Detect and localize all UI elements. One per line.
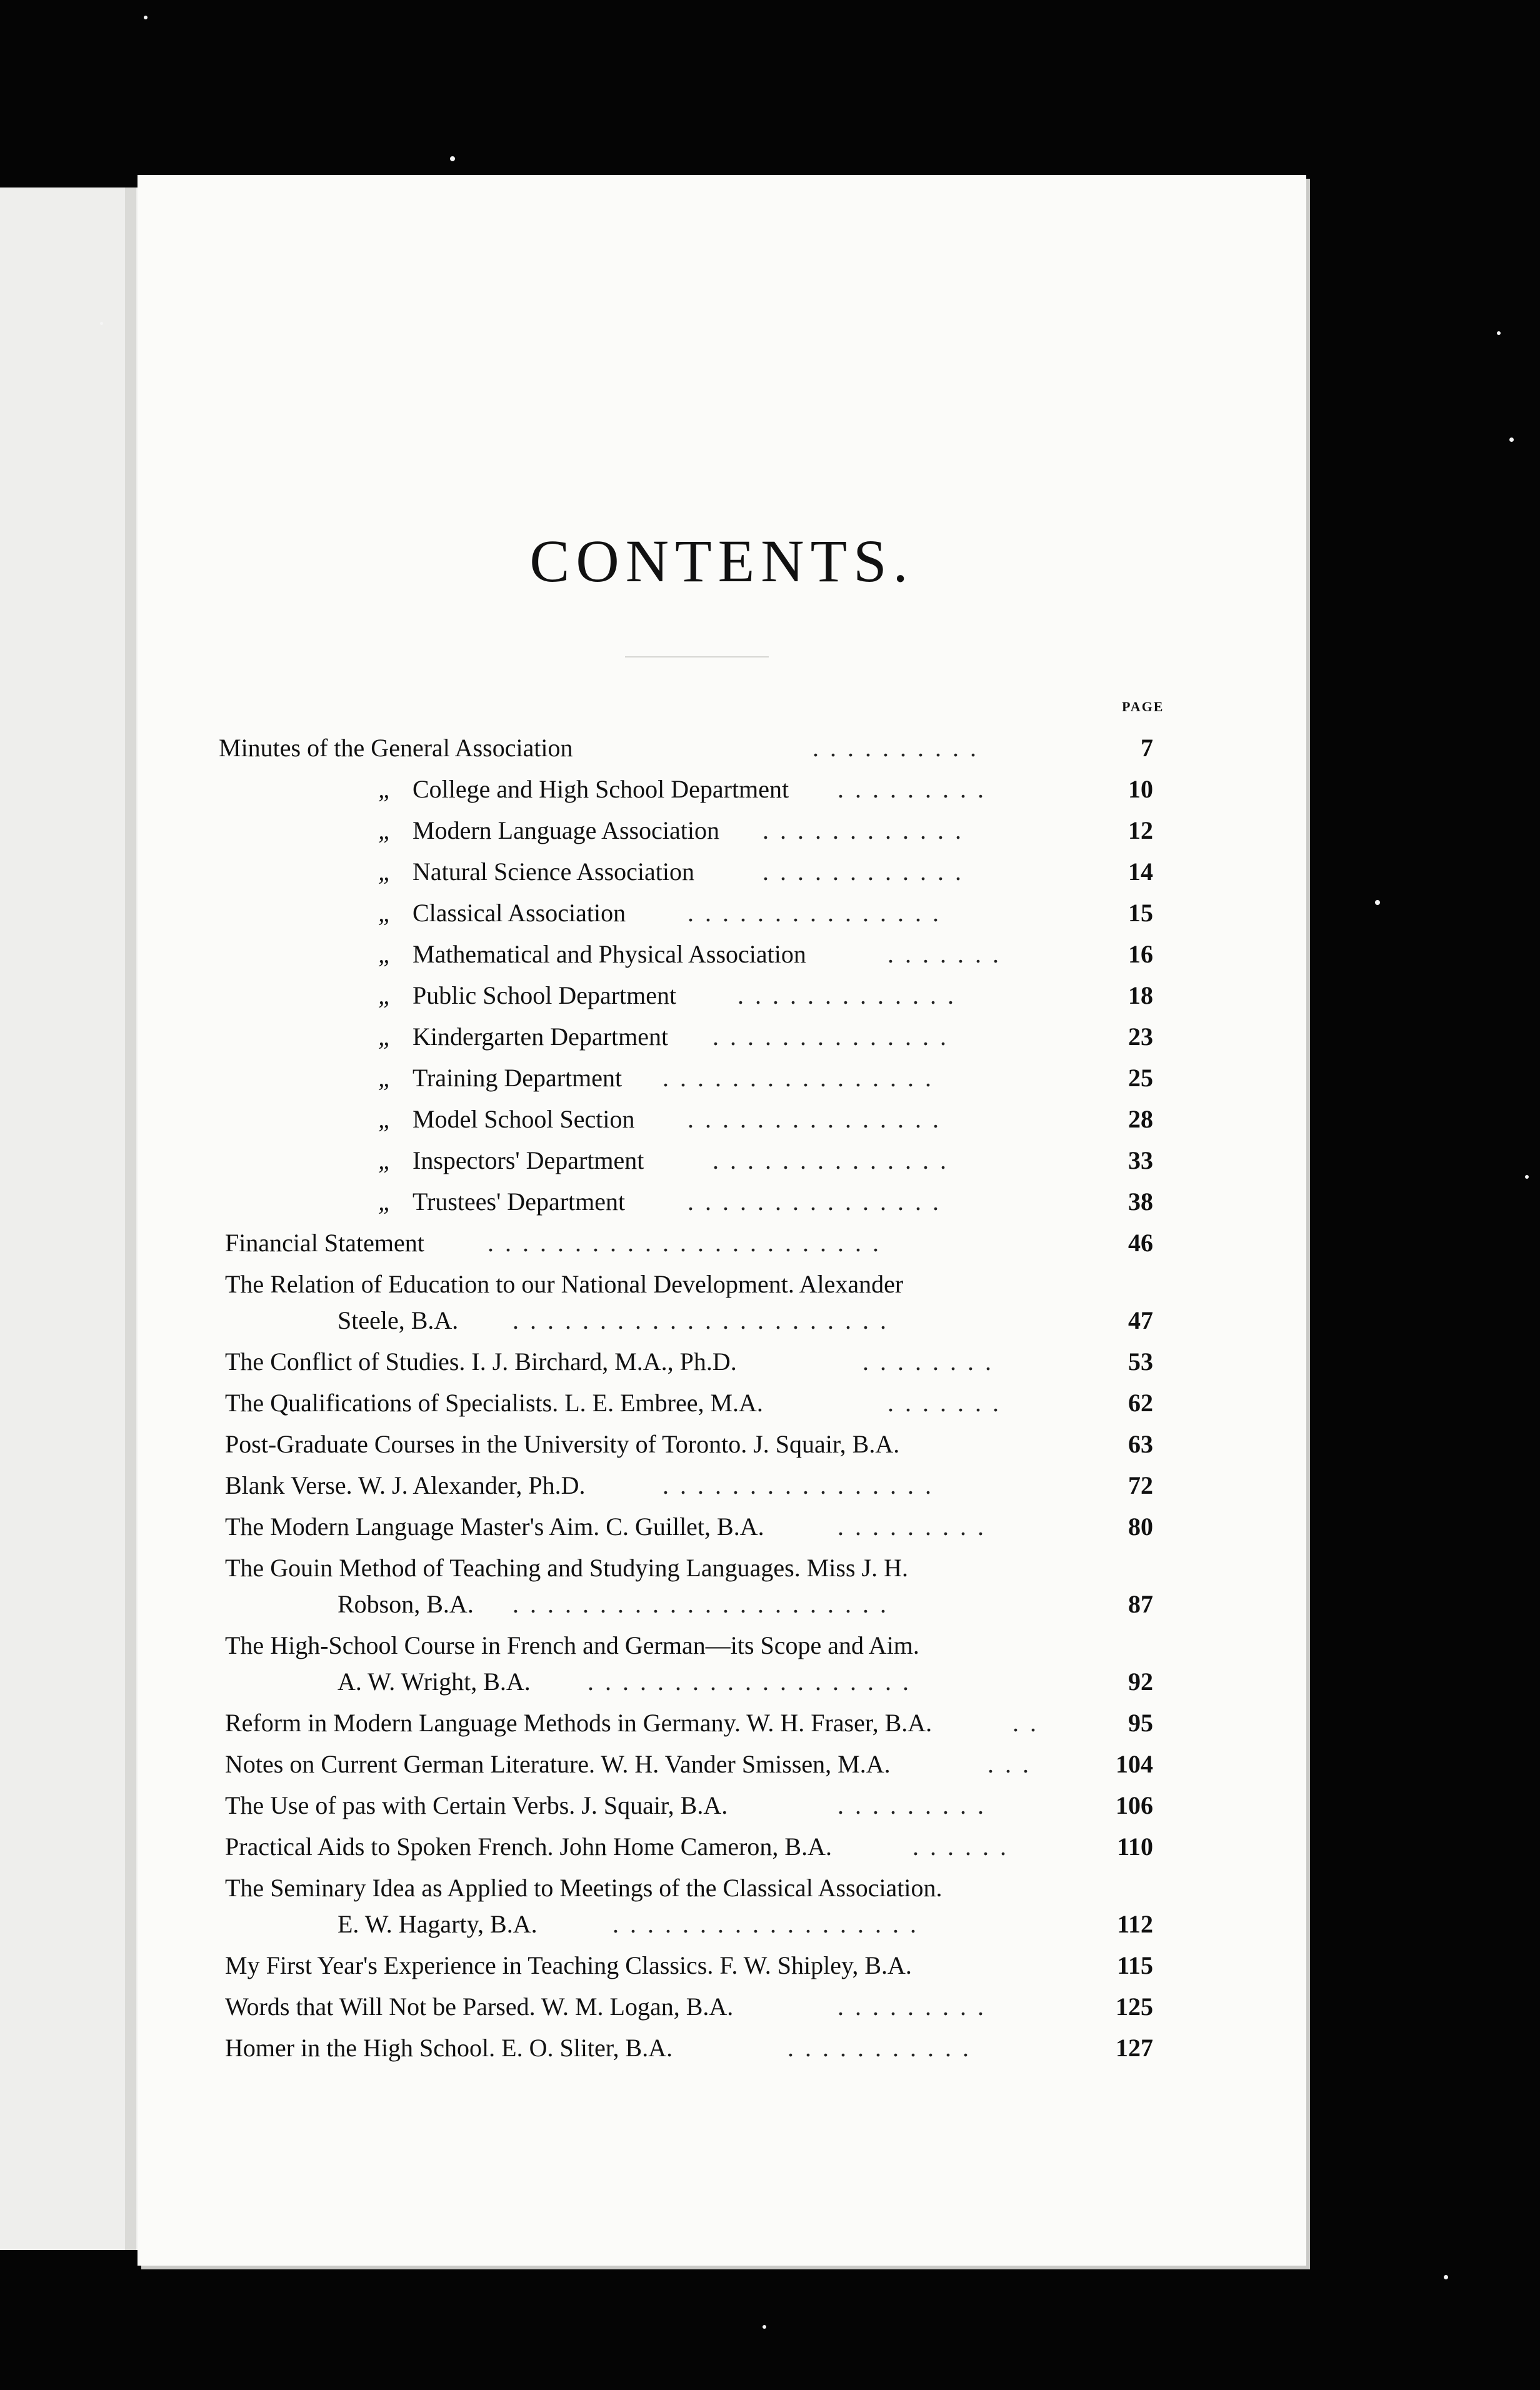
page-number: 15 <box>1128 899 1153 927</box>
page-number: 46 <box>1128 1229 1153 1257</box>
leader-dots: ......... <box>838 1791 995 1819</box>
entry-title: Model School Section <box>412 1105 635 1133</box>
leader-dots: ...................... <box>512 1590 898 1618</box>
dust-speck <box>1444 2275 1448 2279</box>
entry-title: Post-Graduate Courses in the University of Toronto. J. Squair, B.A. <box>225 1430 900 1458</box>
entry-title: Trustees' Department <box>412 1188 626 1216</box>
leader-dots: ............... <box>688 1188 950 1216</box>
leader-dots: ... <box>988 1750 1040 1778</box>
dust-speck <box>100 322 103 325</box>
entry-title: The Relation of Education to our National Development. Alexander <box>225 1270 904 1298</box>
leader-dots: .......... <box>812 734 988 762</box>
ditto-mark: „ <box>378 1022 392 1051</box>
leader-dots: ............ <box>762 816 972 844</box>
page-number: 72 <box>1128 1471 1153 1499</box>
page-number: 92 <box>1128 1668 1153 1696</box>
entry-title: College and High School Department <box>412 775 789 803</box>
leader-dots: ............... <box>688 899 950 927</box>
ditto-mark: „ <box>378 899 392 927</box>
leader-dots: ............ <box>762 858 972 886</box>
entry-title: Public School Department <box>412 981 677 1009</box>
dust-speck <box>1375 900 1380 905</box>
page-number: 16 <box>1128 940 1153 968</box>
entry-title: Financial Statement <box>225 1229 424 1257</box>
leader-dots: ................ <box>662 1064 942 1092</box>
entry-title: My First Year's Experience in Teaching Classics. F. W. Shipley, B.A. <box>225 1951 912 1979</box>
dust-speck <box>1497 331 1501 335</box>
page-number: 18 <box>1128 981 1153 1009</box>
leader-dots: .............. <box>712 1146 958 1174</box>
leader-dots: ........... <box>788 2034 980 2062</box>
entry-continuation: A. W. Wright, B.A. <box>338 1668 531 1696</box>
page-number: 38 <box>1128 1188 1153 1216</box>
page-number: 7 <box>1141 734 1153 762</box>
leader-dots: ......... <box>838 1992 995 2021</box>
entry-title: Natural Science Association <box>412 858 694 886</box>
entry-title: The Use of pas with Certain Verbs. J. Squair, B.A. <box>225 1791 728 1819</box>
entry-title: The High-School Course in French and German—its Scope and Aim. <box>225 1631 919 1659</box>
entry-title: The Gouin Method of Teaching and Studying Languages. Miss J. H. <box>225 1554 908 1582</box>
entry-title: The Modern Language Master's Aim. C. Guillet, B.A. <box>225 1512 764 1541</box>
entry-continuation: E. W. Hagarty, B.A. <box>338 1910 538 1938</box>
entry-title: Notes on Current German Literature. W. H. Vander Smissen, M.A. <box>225 1750 891 1778</box>
entry-title: Blank Verse. W. J. Alexander, Ph.D. <box>225 1471 586 1499</box>
page-number: 115 <box>1117 1951 1153 1979</box>
leader-dots: .............. <box>712 1022 958 1051</box>
entry-title: Homer in the High School. E. O. Sliter, B.A. <box>225 2034 673 2062</box>
ditto-mark: „ <box>378 1188 392 1216</box>
leader-dots: .. <box>1012 1709 1048 1737</box>
leader-dots: ...... <box>912 1832 1018 1861</box>
ditto-mark: „ <box>378 1105 392 1133</box>
ditto-mark: „ <box>378 775 392 803</box>
entry-title: Classical Association <box>412 899 626 927</box>
contents-page <box>138 175 1306 2266</box>
entry-title: The Conflict of Studies. I. J. Birchard, M.A., Ph.D. <box>225 1348 737 1376</box>
ditto-mark: „ <box>378 816 392 844</box>
page-title: CONTENTS. <box>529 528 914 594</box>
leader-dots: ................... <box>588 1668 920 1696</box>
page-number: 63 <box>1128 1430 1153 1458</box>
dust-speck <box>144 16 148 19</box>
leader-dots: ......... <box>838 1512 995 1541</box>
entry-title: Modern Language Association <box>412 816 719 844</box>
page-number: 10 <box>1128 775 1153 803</box>
page-number: 112 <box>1117 1910 1153 1938</box>
leader-dots: ....... <box>888 1389 1010 1417</box>
leader-dots: ......... <box>838 775 995 803</box>
entry-continuation: Robson, B.A. <box>338 1590 474 1618</box>
ditto-mark: „ <box>378 1064 392 1092</box>
leader-dots: ....................... <box>488 1229 890 1257</box>
page-column-label: PAGE <box>1122 699 1164 714</box>
leader-dots: ............. <box>738 981 965 1009</box>
page-number: 87 <box>1128 1590 1153 1618</box>
page-number: 25 <box>1128 1064 1153 1092</box>
page-number: 62 <box>1128 1389 1153 1417</box>
page-number: 14 <box>1128 858 1153 886</box>
page-number: 28 <box>1128 1105 1153 1133</box>
leader-dots: ................ <box>662 1471 942 1499</box>
entry-title: Inspectors' Department <box>412 1146 644 1174</box>
leader-dots: ....... <box>888 940 1010 968</box>
leader-dots: ...................... <box>512 1306 898 1334</box>
dust-speck <box>450 156 455 161</box>
entry-title: The Seminary Idea as Applied to Meetings of the Classical Association. <box>225 1874 942 1902</box>
entry-title: Reform in Modern Language Methods in Germany. W. H. Fraser, B.A. <box>225 1709 932 1737</box>
dust-speck <box>762 2325 766 2329</box>
entry-title: Words that Will Not be Parsed. W. M. Logan, B.A. <box>225 1992 734 2021</box>
dust-speck <box>1525 1175 1529 1179</box>
page-number: 125 <box>1116 1992 1153 2021</box>
page-number: 106 <box>1116 1791 1153 1819</box>
ditto-mark: „ <box>378 858 392 886</box>
entry-continuation: Steele, B.A. <box>338 1306 459 1334</box>
page-number: 80 <box>1128 1512 1153 1541</box>
page-number: 47 <box>1128 1306 1153 1334</box>
page-number: 104 <box>1116 1750 1153 1778</box>
page-number: 12 <box>1128 816 1153 844</box>
page-number: 53 <box>1128 1348 1153 1376</box>
page-number: 95 <box>1128 1709 1153 1737</box>
entry-title: Training Department <box>412 1064 622 1092</box>
page-number: 110 <box>1117 1832 1153 1861</box>
entry-title: Kindergarten Department <box>412 1022 669 1051</box>
ditto-mark: „ <box>378 1146 392 1174</box>
entry-title: Minutes of the General Association <box>219 734 573 762</box>
dust-speck <box>1509 438 1514 442</box>
page-number: 33 <box>1128 1146 1153 1174</box>
entry-title: The Qualifications of Specialists. L. E. Embree, M.A. <box>225 1389 763 1417</box>
ditto-mark: „ <box>378 940 392 968</box>
leader-dots: .................. <box>612 1910 928 1938</box>
title-rule <box>625 656 769 658</box>
page-number: 127 <box>1116 2034 1153 2062</box>
facing-page-edge <box>125 188 136 2250</box>
entry-title: Mathematical and Physical Association <box>412 940 806 968</box>
page-number: 23 <box>1128 1022 1153 1051</box>
ditto-mark: „ <box>378 981 392 1009</box>
leader-dots: ........ <box>862 1348 1002 1376</box>
entry-title: Practical Aids to Spoken French. John Home Cameron, B.A. <box>225 1832 832 1861</box>
leader-dots: ............... <box>688 1105 950 1133</box>
